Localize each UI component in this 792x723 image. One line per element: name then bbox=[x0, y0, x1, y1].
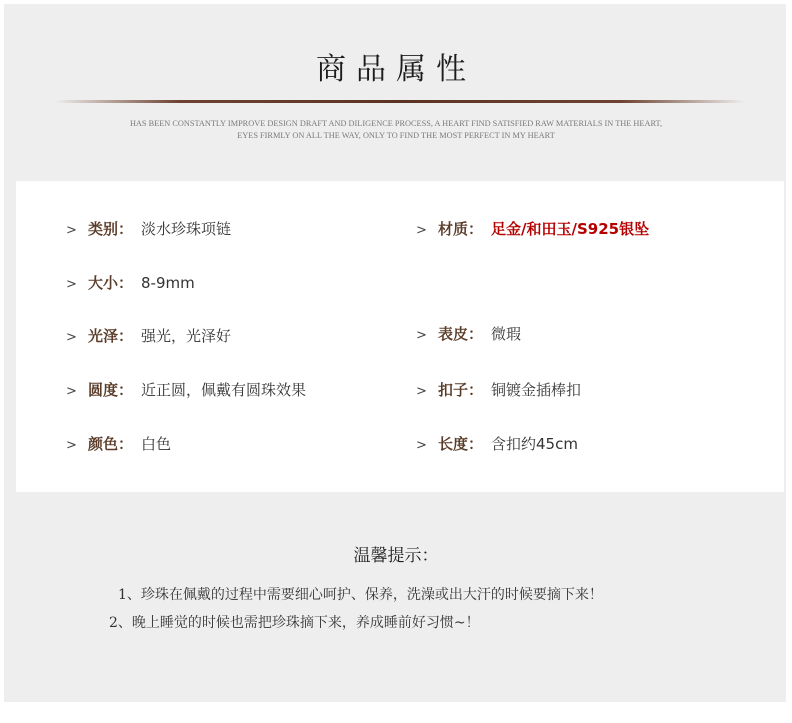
attribute-label: 类别： bbox=[88, 220, 134, 238]
attribute-value: 铜镀金插棒扣 bbox=[491, 381, 582, 399]
attribute-roundness bbox=[66, 378, 306, 402]
chevron-right-icon: > bbox=[66, 330, 77, 345]
attribute-size bbox=[66, 271, 195, 295]
chevron-right-icon: > bbox=[66, 438, 77, 453]
attribute-label: 长度： bbox=[438, 435, 484, 453]
attribute-surface bbox=[416, 322, 521, 346]
title-divider bbox=[55, 100, 745, 103]
chevron-right-icon: > bbox=[66, 384, 77, 399]
tip-item: 1、珍珠在佩戴的过程中需要细心呵护、保养，洗澡或出大汗的时候要摘下来！ bbox=[118, 587, 603, 603]
chevron-right-icon: > bbox=[66, 223, 77, 238]
chevron-right-icon: > bbox=[416, 328, 427, 343]
attribute-value: 白色 bbox=[141, 435, 172, 453]
attribute-value: 足金/和田玉/S925银坠 bbox=[491, 220, 650, 238]
chevron-right-icon: > bbox=[416, 384, 427, 399]
attribute-value: 8-9mm bbox=[141, 274, 195, 292]
attribute-length bbox=[416, 432, 578, 456]
subtitle-line-2: EYES FIRMLY ON ALL THE WAY, ONLY TO FIND THE MOST PERFECT IN MY HEART bbox=[237, 131, 555, 140]
attribute-card bbox=[16, 181, 784, 492]
attribute-value: 强光，光泽好 bbox=[141, 327, 232, 345]
attribute-label: 大小： bbox=[88, 274, 134, 292]
attribute-material bbox=[416, 217, 649, 241]
tips-title: 温馨提示： bbox=[353, 546, 439, 566]
subtitle-line-1: HAS BEEN CONSTANTLY IMPROVE DESIGN DRAFT AND DILIGENCE PROCESS, A HEART FIND SATISFIED RAW MATERIALS IN THE HEART, bbox=[129, 119, 663, 128]
attribute-luster bbox=[66, 324, 231, 348]
attribute-value: 含扣约45cm bbox=[491, 435, 578, 453]
attribute-category bbox=[66, 217, 231, 241]
chevron-right-icon: > bbox=[416, 223, 427, 238]
attribute-label: 表皮： bbox=[438, 325, 484, 343]
attribute-value: 淡水珍珠项链 bbox=[141, 220, 232, 238]
chevron-right-icon: > bbox=[416, 438, 427, 453]
attribute-label: 扣子： bbox=[438, 381, 484, 399]
attribute-clasp bbox=[416, 378, 581, 402]
attribute-label: 圆度： bbox=[88, 381, 134, 399]
chevron-right-icon: > bbox=[66, 277, 77, 292]
attribute-value: 近正圆，佩戴有圆珠效果 bbox=[141, 381, 307, 399]
tip-item: 2、晚上睡觉的时候也需把珍珠摘下来，养成睡前好习惯~！ bbox=[109, 615, 480, 631]
attribute-label: 颜色： bbox=[88, 435, 134, 453]
attribute-label: 光泽： bbox=[88, 327, 134, 345]
page-title: 商品属性 bbox=[316, 52, 476, 87]
attribute-value: 微瑕 bbox=[491, 325, 522, 343]
attribute-color bbox=[66, 432, 171, 456]
attribute-label: 材质： bbox=[438, 220, 484, 238]
